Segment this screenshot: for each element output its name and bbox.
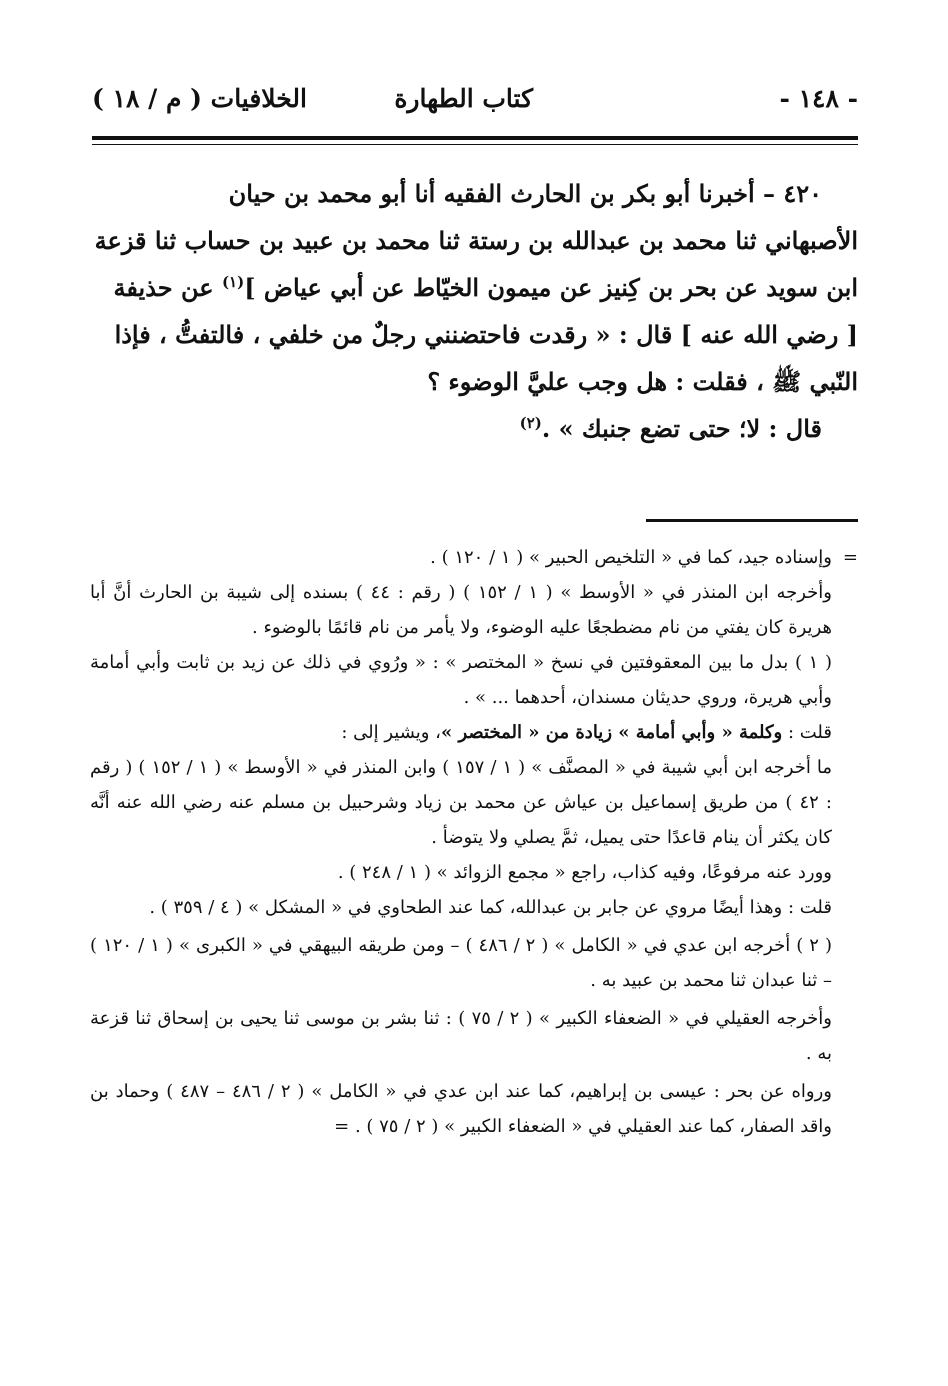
hadith-fragment: ابن سويد عن بحر بن كِنيز عن ميمون الخيّاط عن أبي عياض ] (244, 273, 858, 302)
footnote-paragraph: وأخرجه ابن المنذر في « الأوسط » ( ١ / ١٥٢ ) ( رقم : ٤٤ ) بسنده إلى شيبة بن الحارث أنَّ أبا هريرة كان يفتي من نام مضطجعًا عليه الوضوء، ولا يأمر من نام قائمًا بالوضوء . (90, 582, 832, 638)
footnote-continuation (90, 540, 858, 575)
hadith-line (90, 405, 858, 452)
hadith-text (90, 170, 858, 452)
hadith-line: ٤٢٠ – أخبرنا أبو بكر بن الحارث الفقيه أنا أبو محمد بن حيان (228, 179, 822, 208)
hadith-fragment: قال : لا؛ حتى تضع جنبك » . (541, 414, 822, 443)
footnote-paragraph: ورواه عن بحر : عيسى بن إبراهيم، كما عند ابن عدي في « الكامل » ( ٢ / ٤٨٦ – ٤٨٧ ) وحماد بن واقد الصفار، كما عند العقيلي في « الضعفاء الكبير » ( ٢ / ٧٥ ) . = (90, 1081, 832, 1137)
footnote-1: ( ١ ) بدل ما بين المعقوفتين في نسخ « المختصر » : « ورُوي في ذلك عن زيد بن ثابت وأبي أمامة وأبي هريرة، وروي حديثان مسندان، أحدهما ... » . (90, 652, 832, 708)
running-header (92, 84, 858, 124)
footnote-2: ( ٢ ) أخرجه ابن عدي في « الكامل » ( ٢ / ٤٨٦ ) – ومن طريقه البيهقي في « الكبرى » ( ١ / ١٢٠ ) – ثنا عبدان ثنا محمد بن عبيد به . (90, 935, 833, 991)
footnotes (90, 540, 858, 1144)
hadith-line: [ رضي الله عنه ] قال : « رقدت فاحتضنني رجلٌ من خلفي ، فالتفتُّ ، فإذا (114, 320, 858, 349)
hadith-line: النّبي ﷺ ، فقلت : هل وجب عليَّ الوضوء ؟ (427, 367, 858, 396)
hadith-fragment: عن حذيفة (113, 273, 222, 302)
footnote-paragraph: قلت : وهذا أيضًا مروي عن جابر بن عبدالله، كما عند الطحاوي في « المشكل » ( ٤ / ٣٥٩ ) . (149, 897, 832, 918)
book-title: كتاب الطهارة (394, 84, 533, 113)
header-rule-thin (92, 144, 858, 145)
footnote-ref[interactable]: (١) (221, 273, 245, 291)
footnote-paragraph: ما أخرجه ابن أبي شيبة في « المصنَّف » ( ١ / ١٥٧ ) وابن المنذر في « الأوسط » ( ١ / ١٥٢ ) ( رقم : ٤٢ ) من طريق إسماعيل بن عياش عن محمد بن زياد وشرحبيل بن مسلم عنه رضي الله عنه أنَّه كان يكثر أن ينام قاعدًا حتى يميل، ثمَّ يصلي ولا يتوضأ . (90, 757, 832, 848)
volume-label: الخلافيات ( م / ١٨ ) (92, 84, 307, 113)
footnote-ref[interactable]: (٢) (519, 414, 542, 432)
footnote-emphasis: وكلمة « وأبي أمامة » زيادة من « المختصر » (440, 722, 783, 743)
continuation-mark: = (842, 547, 858, 568)
page-number: - ١٤٨ - (779, 84, 858, 113)
footnote-paragraph: وأخرجه العقيلي في « الضعفاء الكبير » ( ٢ / ٧٥ ) : ثنا بشر بن موسى ثنا يحيى بن إسحاق ثنا قزعة به . (90, 1008, 832, 1064)
footnote-paragraph: وورد عنه مرفوعًا، وفيه كذاب، راجع « مجمع الزوائد » ( ١ / ٢٤٨ ) . (337, 862, 832, 883)
footnote-text: وإسناده جيد، كما في « التلخيص الحبير » ( ١ / ١٢٠ ) . (430, 547, 832, 568)
header-rule-thick (92, 136, 858, 140)
hadith-line (90, 264, 858, 311)
footnote-text: ، ويشير إلى : (341, 722, 441, 743)
hadith-line: الأصبهاني ثنا محمد بن عبدالله بن رستة ثنا محمد بن عبيد بن حساب ثنا قزعة (94, 226, 858, 255)
footnote-separator (646, 519, 858, 522)
footnote-paragraph (90, 715, 858, 750)
footnote-text: قلت : (782, 722, 832, 743)
